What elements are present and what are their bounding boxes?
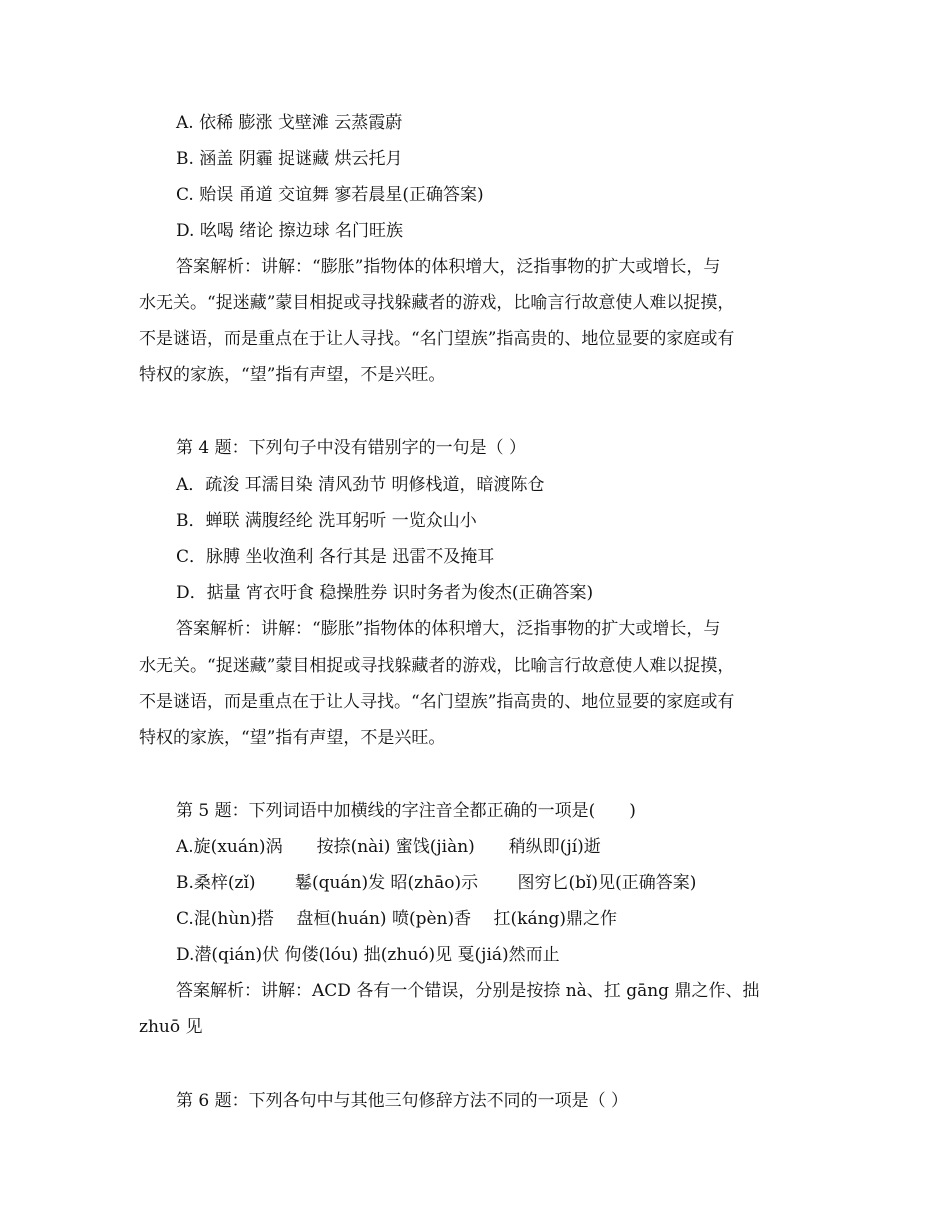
- q5-option-d: D.潜(qián)伏 佝偻(lóu) 拙(zhuó)见 戛(jiá)然而止: [176, 945, 560, 965]
- q3-analysis-line-3: 不是谜语，而是重点在于让人寻找。“名门望族”指高贵的、地位显要的家庭或有: [139, 329, 735, 349]
- q4-option-d: D．掂量 宵衣吁食 稳操胜券 识时务者为俊杰(正确答案): [176, 583, 594, 603]
- q3-analysis-line-4: 特权的家族，“望”指有声望，不是兴旺。: [139, 365, 446, 385]
- q4-analysis-line-3: 不是谜语，而是重点在于让人寻找。“名门望族”指高贵的、地位显要的家庭或有: [139, 692, 735, 712]
- q5-analysis-line-2: zhuō 见: [139, 1017, 203, 1037]
- q5-option-b: B.桑梓(zǐ) 鬈(quán)发 昭(zhāo)示 图穷匕(bǐ)见(正确答案): [176, 873, 697, 893]
- q4-option-a: A．疏浚 耳濡目染 清风劲节 明修栈道，暗渡陈仓: [176, 475, 545, 495]
- q5-option-a: A.旋(xuán)涡 按捺(nài) 蜜饯(jiàn) 稍纵即(jí)逝: [176, 837, 601, 857]
- q6-title: 第 6 题：下列各句中与其他三句修辞方法不同的一项是（ ）: [176, 1091, 629, 1111]
- q4-option-c: C．脉膊 坐收渔利 各行其是 迅雷不及掩耳: [176, 547, 495, 567]
- q4-analysis-line-4: 特权的家族，“望”指有声望，不是兴旺。: [139, 728, 446, 748]
- q5-analysis-line-1: 答案解析：讲解：ACD 各有一个错误，分别是按捺 nà、扛 gāng 鼎之作、拙: [176, 981, 760, 1001]
- q4-analysis-line-1: 答案解析：讲解：“膨胀”指物体的体积增大，泛指事物的扩大或增长，与: [176, 619, 721, 639]
- q3-option-a: A. 依稀 膨涨 戈壁滩 云蒸霞蔚: [176, 113, 403, 133]
- q5-option-c: C.混(hùn)搭 盘桓(huán) 喷(pèn)香 扛(káng)鼎之作: [176, 909, 618, 929]
- q3-option-d: D. 吆喝 绪论 擦边球 名门旺族: [176, 221, 404, 241]
- q4-option-b: B．蝉联 满腹经纶 洗耳躬听 一览众山小: [176, 511, 477, 531]
- q4-analysis-line-2: 水无关。“捉迷藏”蒙目相捉或寻找躲藏者的游戏，比喻言行故意使人难以捉摸，: [139, 656, 735, 676]
- q3-analysis-line-2: 水无关。“捉迷藏”蒙目相捉或寻找躲藏者的游戏，比喻言行故意使人难以捉摸，: [139, 293, 735, 313]
- q3-analysis-line-1: 答案解析：讲解：“膨胀”指物体的体积增大，泛指事物的扩大或增长，与: [176, 257, 721, 277]
- q5-title: 第 5 题：下列词语中加横线的字注音全都正确的一项是( ): [176, 801, 636, 821]
- q4-title: 第 4 题：下列句子中没有错别字的一句是（ ）: [176, 438, 527, 458]
- q3-option-b: B. 涵盖 阴霾 捉谜藏 烘云托月: [176, 149, 403, 169]
- q3-option-c: C. 贻误 甬道 交谊舞 寥若晨星(正确答案): [176, 185, 484, 205]
